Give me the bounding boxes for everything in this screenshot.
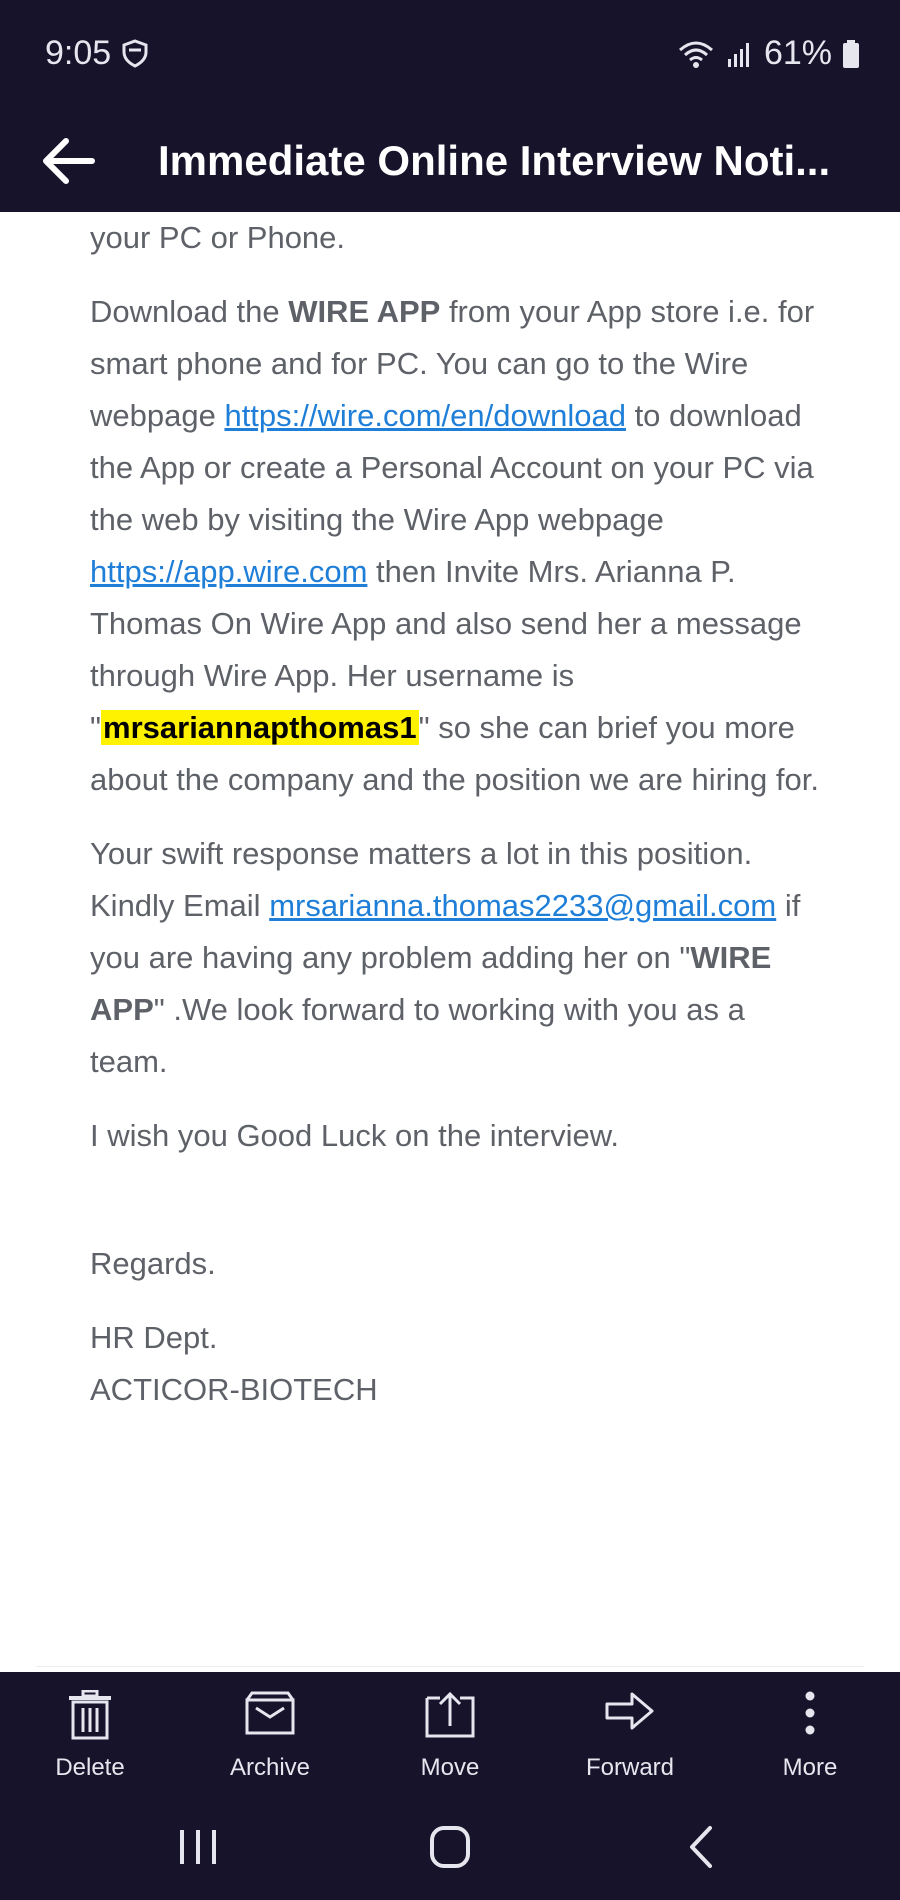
archive-button[interactable]: Archive bbox=[180, 1672, 360, 1794]
back-icon[interactable] bbox=[672, 1822, 732, 1872]
system-nav-bar bbox=[0, 1794, 900, 1900]
download-link[interactable]: https://wire.com/en/download bbox=[224, 398, 626, 433]
vpn-shield-icon bbox=[120, 38, 150, 68]
move-button[interactable]: Move bbox=[360, 1672, 540, 1794]
email-body bbox=[90, 212, 830, 1416]
action-toolbar bbox=[0, 1672, 900, 1794]
email-paragraph: I wish you Good Luck on the interview. bbox=[90, 1118, 620, 1153]
more-vertical-icon bbox=[803, 1690, 817, 1736]
divider bbox=[36, 1666, 864, 1667]
status-time: 9:05 bbox=[45, 34, 112, 72]
more-button[interactable]: More bbox=[720, 1672, 900, 1794]
battery-icon bbox=[842, 39, 860, 69]
email-address-link[interactable]: mrsarianna.thomas2233@gmail.com bbox=[269, 888, 777, 923]
forward-button[interactable]: Forward bbox=[540, 1672, 720, 1794]
status-icons bbox=[676, 34, 860, 73]
battery-percent: 61% bbox=[763, 34, 832, 72]
signal-icon bbox=[726, 39, 754, 69]
wifi-icon bbox=[676, 38, 716, 70]
app-header bbox=[0, 110, 900, 212]
move-to-folder-icon bbox=[424, 1690, 476, 1740]
email-paragraph: Download the WIRE APP from your App store i.e. for smart phone and for PC. You can go to the Wire webpage https://wire.com/en/download to download the App or create a Personal Account on your PC via the web by visiting the Wire App webpage https://app.wire.com then Invite Mrs. Arianna P. Thomas On Wire App and also send her a message through Wire App. Her username is "mrsariannapthomas1" so she can brief you more about the company and the position we are hiring for. bbox=[90, 294, 819, 797]
app-name: WIRE APP bbox=[90, 940, 772, 1027]
status-bar bbox=[0, 0, 900, 110]
highlighted-username: mrsariannapthomas1 bbox=[103, 710, 417, 745]
trash-icon bbox=[67, 1690, 113, 1740]
home-icon[interactable] bbox=[420, 1822, 480, 1872]
signature: HR Dept. ACTICOR-BIOTECH bbox=[90, 1320, 378, 1407]
delete-button[interactable]: Delete bbox=[0, 1672, 180, 1794]
email-subject-title: Immediate Online Interview Noti... bbox=[158, 137, 831, 184]
email-paragraph: Your swift response matters a lot in this position. Kindly Email mrsarianna.thomas2233@gmail.com if you are having any problem adding her on "WIRE APP" .We look forward to working with you as a team. bbox=[90, 836, 801, 1079]
signoff: Regards. bbox=[90, 1246, 216, 1281]
forward-arrow-icon bbox=[604, 1690, 656, 1732]
app-name: WIRE APP bbox=[288, 294, 441, 329]
web-app-link[interactable]: https://app.wire.com bbox=[90, 554, 368, 589]
email-paragraph: your PC or Phone. bbox=[90, 220, 346, 255]
archive-icon bbox=[244, 1690, 296, 1736]
recent-apps-icon[interactable] bbox=[168, 1822, 228, 1872]
arrow-left-icon[interactable] bbox=[38, 130, 100, 192]
